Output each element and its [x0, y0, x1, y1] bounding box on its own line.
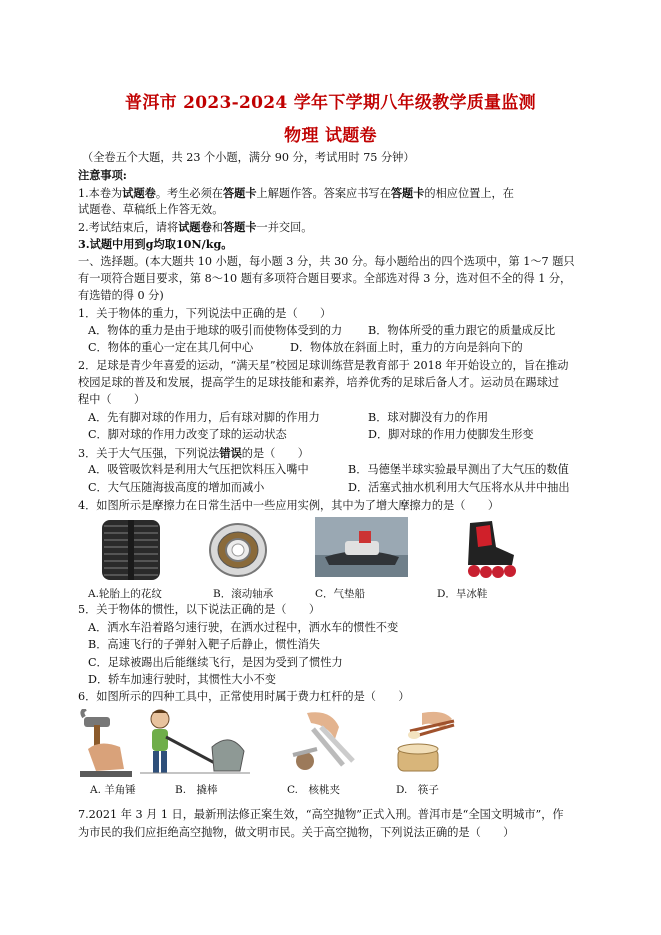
claw-hammer-image [80, 709, 132, 779]
question-1-option-d: D．物体放在斜面上时，重力的方向是斜向下的 [290, 341, 523, 354]
chopsticks-image [392, 709, 458, 779]
notice-bold: 试题卷 [178, 220, 212, 234]
notice-1 [78, 186, 514, 201]
notice-1-cont: 试题卷、草稿纸上作答无效。 [78, 203, 224, 216]
q4-caption-b: B．滚动轴承 [213, 588, 274, 600]
question-text: 的是（ ） [241, 447, 309, 460]
q4-caption-c: C．气垫船 [315, 588, 366, 600]
q6-caption-d: D. 筷子 [396, 784, 439, 796]
section-1-intro: 有一项符合题目要求，第 8～10 题有多项符合题目要求。全部选对得 3 分，选对但不全的得 1 分， [78, 272, 572, 285]
question-5-stem: 5．关于物体的惯性，以下说法正确的是（ ） [78, 603, 321, 616]
notice-text: 一并交回。 [256, 221, 313, 234]
notice-bold: 试题卷 [122, 186, 156, 200]
question-text: 3．关于大气压强，下列说法 [78, 447, 220, 460]
tire-image [90, 518, 175, 582]
notice-text: 2.考试结束后，请将 [78, 221, 179, 234]
question-5-option-b: B．高速飞行的子弹射入靶子后静止，惯性消失 [88, 638, 320, 651]
notice-3: 3.试题中用到g均取10N/kg。 [78, 237, 233, 251]
question-7-stem: 7.2021 年 3 月 1 日，最新刑法修正案生效，“高空抛物”正式入刑。普洱市是“全国文明城市”，作 [78, 808, 564, 821]
notice-text: 。考生必须在 [155, 187, 223, 200]
question-1-stem: 1．关于物体的重力，下列说法中正确的是（ ） [78, 307, 332, 320]
notice-text: 上解题作答。答案应书写在 [256, 187, 391, 200]
roller-skate-image [452, 517, 522, 579]
exam-title: 普洱市 2023-2024 学年下学期八年级教学质量监测 [125, 93, 536, 113]
exam-subtitle: 物理 试题卷 [284, 126, 377, 146]
q4-caption-a: A.轮胎上的花纹 [88, 588, 162, 600]
question-1-option-c: C．物体的重心一定在其几何中心 [88, 341, 254, 354]
question-1-option-b: B．物体所受的重力跟它的质量成反比 [368, 324, 556, 337]
notice-2 [78, 220, 313, 235]
section-1-intro: 一、选择题。(本大题共 10 小题，每小题 3 分，共 30 分。每小题给出的四个选项中，第 1～7 题只 [78, 255, 575, 268]
q6-caption-c: C. 核桃夹 [287, 784, 340, 796]
notice-text: 的相应位置上，在 [424, 187, 514, 200]
question-2-stem: 2．足球是青少年喜爱的运动，“满天星”校园足球训练营是教育部于 2018 年开始设立的，旨在推动 [78, 359, 569, 372]
question-2-option-d: D．脚对球的作用力使脚发生形变 [368, 428, 534, 441]
question-2-stem: 校园足球的普及和发展，提高学生的足球技能和素养，培养优秀的足球后备人才。运动员在踢球过 [78, 376, 560, 389]
question-3-option-c: C．大气压随海拔高度的增加而减小 [88, 481, 265, 494]
crowbar-image [140, 707, 250, 779]
question-3-option-b: B．马德堡半球实验最早测出了大气压的数值 [348, 463, 569, 476]
q4-caption-d: D．旱冰鞋 [437, 588, 488, 600]
emphasis-text: 错误 [219, 446, 242, 460]
notice-text: 1.本卷为 [78, 187, 123, 200]
question-3-option-a: A．吸管吸饮料是利用大气压把饮料压入嘴中 [88, 463, 309, 476]
question-5-option-d: D．轿车加速行驶时，其惯性大小不变 [88, 673, 276, 686]
hovercraft-image [315, 517, 408, 577]
question-2-option-a: A．先有脚对球的作用力，后有球对脚的作用力 [88, 411, 320, 424]
question-2-option-b: B．球对脚没有力的作用 [368, 411, 489, 424]
question-5-option-a: A．洒水车沿着路匀速行驶，在洒水过程中，洒水车的惯性不变 [88, 621, 399, 634]
notice-bold: 答题卡 [222, 220, 257, 234]
q6-caption-a: A. 羊角锤 [90, 784, 136, 796]
q6-caption-b: B. 撬棒 [175, 784, 218, 796]
notice-bold: 答题卡 [222, 186, 257, 200]
notice-bold: 答题卡 [390, 186, 425, 200]
question-7-stem: 为市民的我们应拒绝高空抛物，做文明市民。关于高空抛物，下列说法正确的是（ ） [78, 826, 515, 839]
question-3-option-d: D．活塞式抽水机利用大气压将水从井中抽出 [348, 481, 570, 494]
question-4-stem: 4．如图所示是摩擦力在日常生活中一些应用实例，其中为了增大摩擦力的是（ ） [78, 499, 500, 512]
section-1-intro: 有选错的得 0 分) [78, 289, 164, 302]
question-1-option-a: A．物体的重力是由于地球的吸引而使物体受到的力 [88, 324, 343, 337]
bearing-image [203, 520, 273, 580]
question-3-stem [78, 446, 309, 461]
question-6-stem: 6．如图所示的四种工具中，正常使用时属于费力杠杆的是（ ） [78, 690, 410, 703]
exam-info: （全卷五个大题，共 23 个小题，满分 90 分，考试用时 75 分钟） [82, 151, 415, 164]
notice-heading: 注意事项: [78, 168, 127, 182]
question-2-stem: 程中（ ） [78, 393, 146, 406]
nutcracker-image [287, 709, 359, 779]
question-5-option-c: C．足球被踢出后能继续飞行，是因为受到了惯性力 [88, 656, 343, 669]
notice-text: 和 [211, 221, 223, 234]
question-2-option-c: C．脚对球的作用力改变了球的运动状态 [88, 428, 287, 441]
